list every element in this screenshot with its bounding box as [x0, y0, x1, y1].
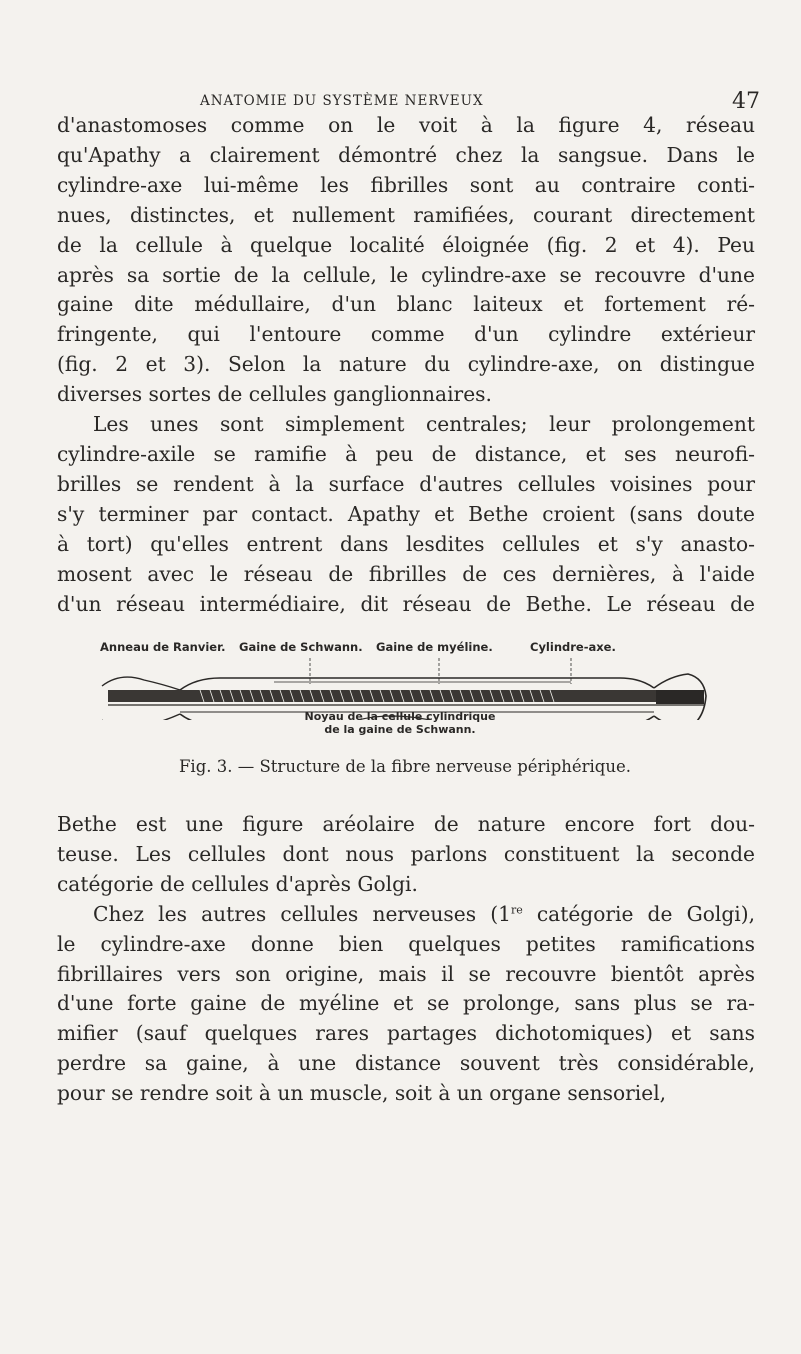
page-number: 47: [732, 89, 760, 114]
paragraph-3: [57, 810, 755, 900]
leader-lines: [310, 658, 571, 684]
text-line: après sa sortie de la cellule, le cylindre-axe se recouvre d'une: [57, 262, 755, 287]
paragraph-4: [57, 900, 755, 1109]
label-ranvier: Anneau de Ranvier.: [100, 640, 226, 654]
nucleus-label-line2: de la gaine de Schwann.: [324, 723, 476, 736]
label-cylindre: Cylindre-axe.: [530, 640, 616, 654]
text-line: cylindre-axe lui-même les fibrilles sont au contraire conti-: [57, 172, 755, 197]
text-line: qu'Apathy a clairement démontré chez la sangsue. Dans le: [57, 142, 755, 167]
text-line: s'y terminer par contact. Apathy et Bethe croient (sans doute: [57, 501, 755, 526]
text-line-with-sup: [57, 900, 755, 930]
text-line: perdre sa gaine, à une distance souvent très considérable,: [57, 1051, 755, 1076]
paragraph-1: [57, 111, 755, 410]
figure-caption: Fig. 3. — Structure de la fibre nerveuse périphérique.: [178, 757, 632, 776]
paragraph-2: [57, 410, 755, 619]
text-line: cylindre-axile se ramifie à peu de distance, et ses neurofi-: [57, 441, 755, 466]
text-line: pour se rendre soit à un muscle, soit à un organe sensoriel,: [57, 1081, 667, 1106]
text-line: mosent avec le réseau de fibrilles de ces dernières, à l'aide: [57, 561, 755, 586]
running-head: ANATOMIE DU SYSTÈME NERVEUX: [200, 93, 484, 109]
text-line: le cylindre-axe donne bien quelques petites ramifications: [57, 931, 755, 956]
text-line: d'anastomoses comme on le voit à la figure 4, réseau: [57, 113, 755, 137]
nucleus-label-line1: Noyau de la cellule cylindrique: [304, 710, 496, 723]
text-line: nues, distinctes, et nullement ramifiées, courant directement: [57, 202, 755, 227]
text-fragment: catégorie de Golgi),: [522, 901, 755, 926]
text-line: gaine dite médullaire, d'un blanc laiteux et fortement ré-: [57, 292, 755, 317]
text-line: Bethe est une figure aréolaire de nature encore fort dou-: [57, 812, 755, 836]
text-line: (fig. 2 et 3). Selon la nature du cylindre-axe, on distingue: [57, 352, 755, 377]
text-block-top: [57, 111, 755, 619]
text-line: de la cellule à quelque localité éloignée (fig. 2 et 4). Peu: [57, 232, 755, 257]
figure-3: [100, 640, 710, 810]
text-line: d'une forte gaine de myéline et se prolonge, sans plus se ra-: [57, 991, 755, 1016]
superscript: re: [510, 902, 523, 916]
nucleus-label: [300, 710, 500, 736]
text-line: à tort) qu'elles entrent dans lesdites cellules et s'y anasto-: [57, 531, 755, 556]
label-schwann: Gaine de Schwann.: [239, 640, 363, 654]
text-line: brilles se rendent à la surface d'autres cellules voisines pour: [57, 471, 755, 496]
label-myeline: Gaine de myéline.: [376, 640, 493, 654]
text-fragment: Chez les autres cellules nerveuses (1: [93, 901, 511, 926]
text-line: diverses sortes de cellules ganglionnaires.: [57, 382, 492, 407]
text-line: teuse. Les cellules dont nous parlons constituent la seconde: [57, 841, 755, 866]
text-line: catégorie de cellules d'après Golgi.: [57, 871, 418, 896]
text-line: mifier (sauf quelques rares partages dichotomiques) et sans: [57, 1021, 755, 1046]
text-line: fibrillaires vers son origine, mais il se recouvre bientôt après: [57, 961, 755, 986]
text-line: Les unes sont simplement centrales; leur prolongement: [93, 412, 755, 437]
text-line: d'un réseau intermédiaire, dit réseau de Bethe. Le réseau de: [57, 591, 755, 616]
text-block-bottom: [57, 810, 755, 1109]
text-line: fringente, qui l'entoure comme d'un cylindre extérieur: [57, 322, 755, 347]
